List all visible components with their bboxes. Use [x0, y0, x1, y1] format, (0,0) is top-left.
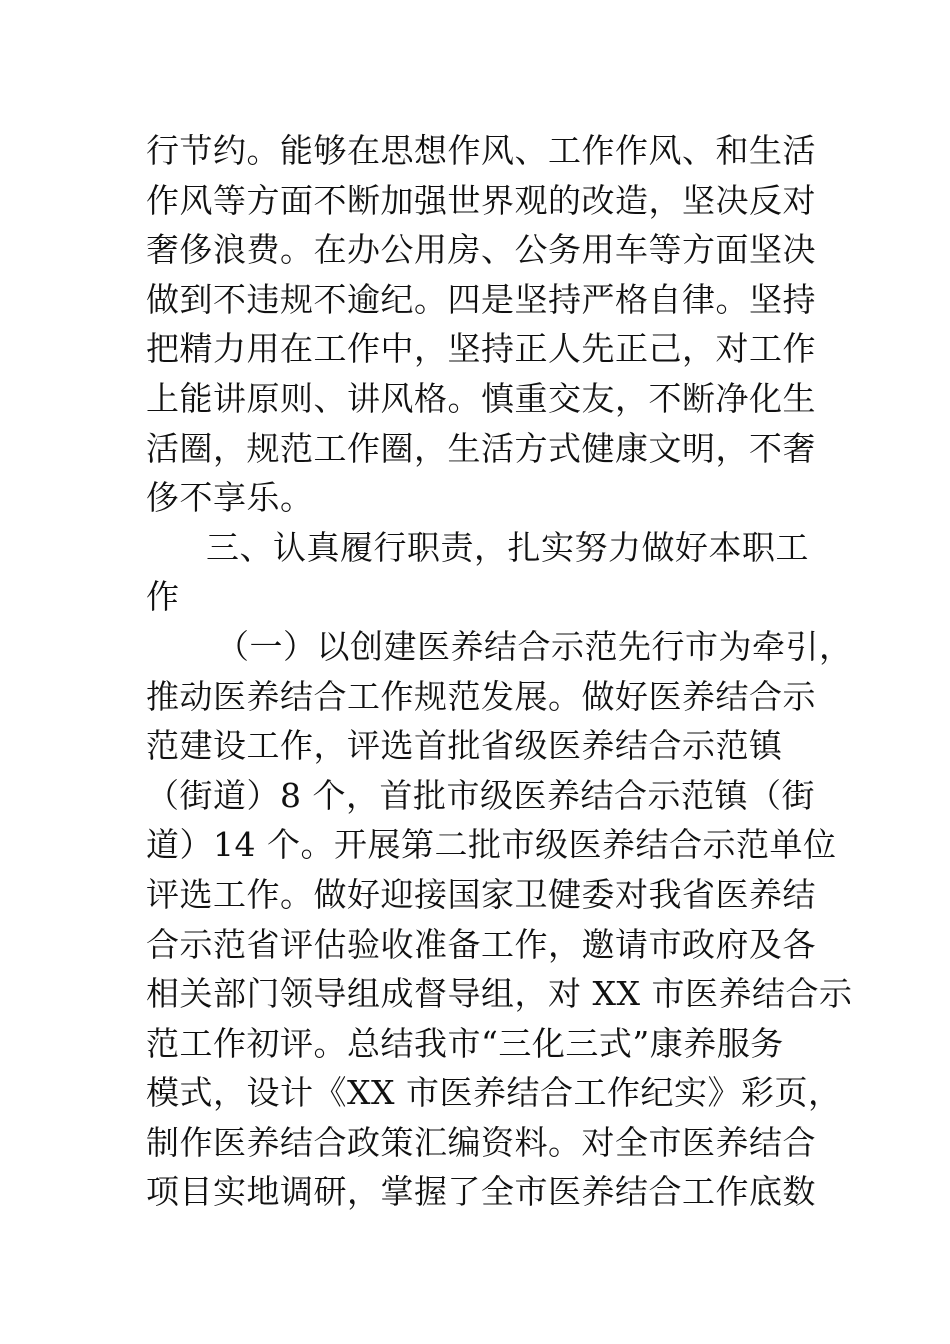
body-line: 把精力用在工作中，坚持正人先正己，对工作	[146, 329, 816, 369]
body-line: 合示范省评估验收准备工作，邀请市政府及各	[146, 924, 816, 964]
body-line: 侈不享乐。	[146, 478, 314, 518]
body-line: 奢侈浪费。在办公用房、公务用车等方面坚决	[146, 230, 816, 270]
body-line: 活圈，规范工作圈，生活方式健康文明，不奢	[146, 428, 816, 468]
body-line: 模式，设计《XX 市医养结合工作纪实》彩页，	[146, 1073, 842, 1113]
body-line: 制作医养结合政策汇编资料。对全市医养结合	[146, 1122, 816, 1162]
section-heading-continued: 作	[146, 577, 180, 617]
body-line: 作风等方面不断加强世界观的改造，坚决反对	[146, 180, 816, 220]
subsection-heading: （一）以创建医养结合示范先行市为牵引，	[216, 626, 853, 666]
document-body	[146, 126, 853, 1217]
body-line: （街道）8 个，首批市级医养结合示范镇（街	[146, 775, 815, 815]
body-line: 范建设工作，评选首批省级医养结合示范镇	[146, 726, 783, 766]
body-line: 上能讲原则、讲风格。慎重交友，不断净化生	[146, 378, 816, 418]
body-line: 推动医养结合工作规范发展。做好医养结合示	[146, 676, 816, 716]
body-line: 范工作初评。总结我市“三化三式”康养服务	[146, 1023, 784, 1063]
section-heading: 三、认真履行职责，扎实努力做好本职工	[206, 527, 809, 567]
body-line: 评选工作。做好迎接国家卫健委对我省医养结	[146, 874, 816, 914]
body-line: 相关部门领导组成督导组，对 XX 市医养结合示	[146, 974, 853, 1014]
body-line: 做到不违规不逾纪。四是坚持严格自律。坚持	[146, 279, 816, 319]
body-line: 行节约。能够在思想作风、工作作风、和生活	[146, 131, 816, 170]
body-line: 项目实地调研，掌握了全市医养结合工作底数	[146, 1172, 816, 1212]
body-line: 道）14 个。开展第二批市级医养结合示范单位	[146, 825, 837, 865]
